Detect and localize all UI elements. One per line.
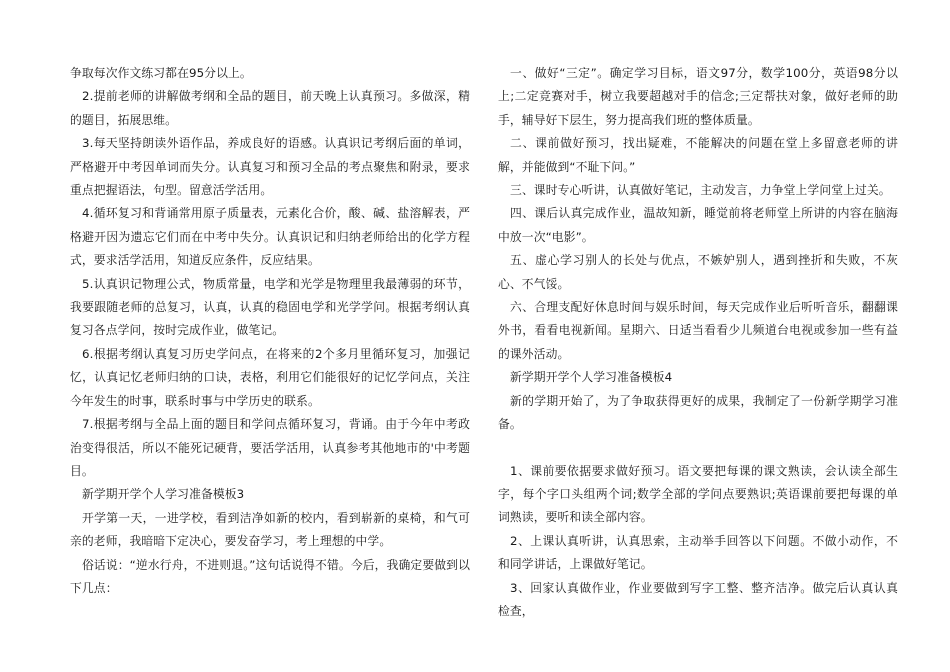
right-paragraph-5: 六、合理支配好休息时间与娱乐时间，每天完成作业后听听音乐，翻翻课外书，看看电视新闻。星期六、日适当看看少儿频道台电视或参加一些有益的课外活动。 (498, 300, 898, 361)
left-paragraph-9: 俗话说：“逆水行舟，不进则退。”这句话说得不错。今后，我确定要做到以下几点： (70, 557, 470, 595)
right-paragraph-1: 二、课前做好预习，找出疑难，不能解决的问题在堂上多留意老师的讲解，并能做到“不耻下问。” (498, 136, 898, 174)
right-column (498, 62, 898, 623)
left-paragraph-5: 6.根据考纲认真复习历史学问点，在将来的2个多月里循环复习，加强记忆，认真记忆老师归纳的口诀，表格，利用它们能很好的记忆学问点，关注今年发生的时事，联系时事与中学历史的联系。 (70, 346, 470, 408)
section-heading-4: 新学期开学个人学习准备模板4 (510, 370, 673, 385)
left-paragraph-4: 5.认真识记物理公式，物质常量，电学和光学是物理里我最薄弱的环节，我要跟随老师的总复习，认真，认真的稳固电学和光学学问。根据考纲认真复习各点学问，按时完成作业，做笔记。 (70, 276, 470, 338)
left-paragraph-8: 开学第一天，一进学校，看到洁净如新的校内，看到崭新的桌椅，和气可亲的老师，我暗暗下定决心，要发奋学习，考上理想的中学。 (70, 510, 470, 549)
right-paragraph-2: 三、课时专心听讲，认真做好笔记，主动发言，力争堂上学问堂上过关。 (510, 183, 891, 198)
left-paragraph-3: 4.循环复习和背诵常用原子质量表，元素化合价，酸、碱、盐溶解表，严格避开因为遗忘它们而在中考中失分。认真识记和归纳老师给出的化学方程式，要求活学活用，知道反应条件，反应结果。 (70, 206, 470, 268)
right-paragraph-11: 3、回家认真做作业，作业要做到写字工整、整齐洁净。做完后认真认真检查， (498, 580, 898, 618)
left-paragraph-0: 争取每次作文练习都在95分以上。 (70, 66, 252, 80)
left-paragraph-1: 2.提前老师的讲解做考纲和全品的题目，前天晚上认真预习。多做深，精的题目，拓展思维。 (70, 89, 470, 127)
right-paragraph-0: 一、做好“三定”。确定学习目标，语文97分，数学100分，英语98分以上;二定竞赛对手，树立我要超越对手的信念;三定帮扶对象，做好老师的助手，辅导好下层生，努力提高我们班的整体质量。 (498, 66, 898, 127)
right-paragraph-4: 五、虚心学习别人的长处与优点，不嫉妒别人，遇到挫折和失败，不灰心、不气馁。 (498, 253, 898, 291)
right-paragraph-10: 2、上课认真听讲，认真思索，主动举手回答以下问题。不做小动作，不和同学讲话，上课做好笔记。 (498, 533, 898, 572)
section-heading-3: 新学期开学个人学习准备模板3 (82, 487, 245, 502)
left-paragraph-2: 3.每天坚持朗读外语作品，养成良好的语感。认真识记考纲后面的单词，严格避开中考因单词而失分。认真复习和预习全品的考点聚焦和附录，要求重点把握语法，句型。留意活学活用。 (70, 136, 470, 198)
left-column (70, 62, 470, 600)
right-paragraph-3: 四、课后认真完成作业，温故知新，睡觉前将老师堂上所讲的内容在脑海中放一次“电影”。 (498, 206, 898, 244)
blank-line (498, 437, 898, 460)
right-paragraph-9: 1、课前要依据要求做好预习。语文要把每课的课文熟读，会认读全部生字，每个字口头组两个词;数学全部的学问点要熟识;英语课前要把每课的单词熟读，要听和读全部内容。 (498, 463, 898, 525)
right-paragraph-7: 新的学期开始了，为了争取获得更好的成果，我制定了一份新学期学习准备。 (498, 393, 898, 432)
left-paragraph-6: 7.根据考纲与全品上面的题目和学问点循环复习，背诵。由于今年中考政治变得很活，所以不能死记硬背，要活学活用，认真参考其他地市的'中考题目。 (70, 417, 470, 478)
